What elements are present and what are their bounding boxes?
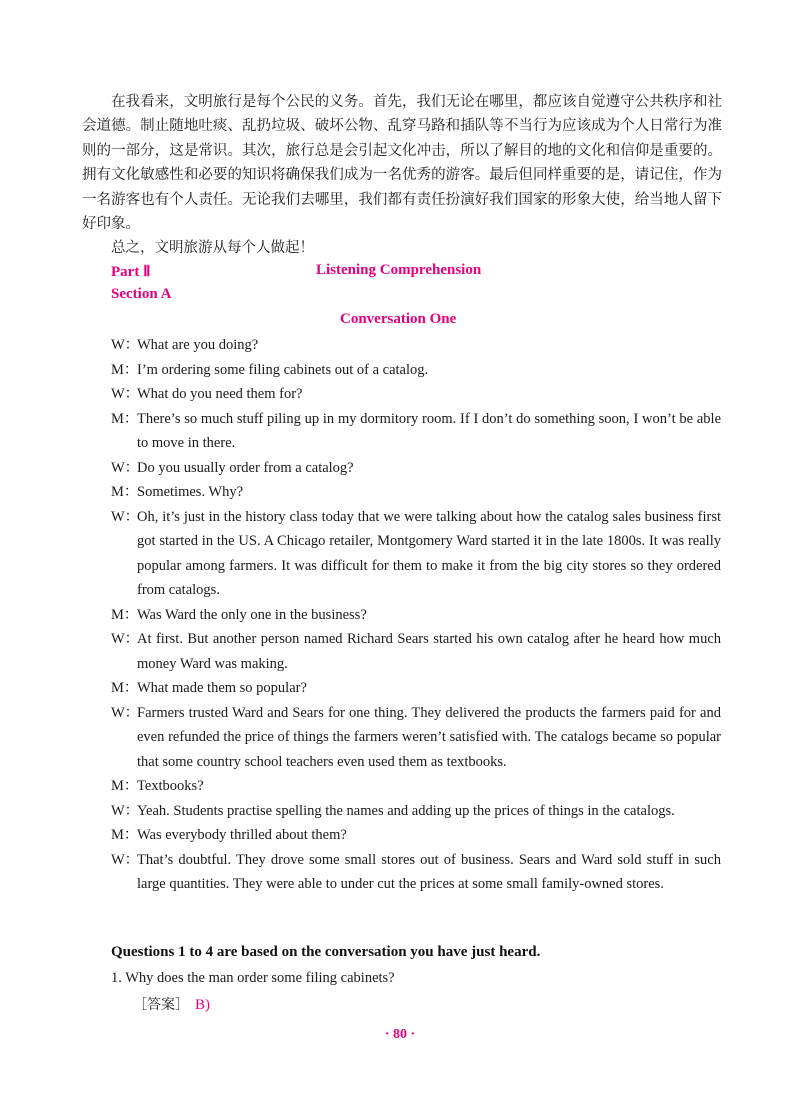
speaker-label: M：: [111, 484, 139, 500]
dialogue-turn: [111, 333, 721, 358]
dialogue-turn: [111, 456, 721, 481]
utterance: What are you doing?: [137, 337, 259, 353]
speaker-label: M：: [111, 410, 139, 427]
dialogue-turn: [111, 603, 721, 628]
speaker-label: M：: [111, 778, 139, 794]
utterance: That’s doubtful. They drove some small stores out of business. Sears and Ward sold stuff in such large quantities. They were able to under cut the prices at some small family-owned stores.: [137, 851, 721, 892]
answer-value: B): [195, 997, 210, 1013]
part-label: Part Ⅱ: [111, 264, 151, 280]
dialogue-turn: [111, 627, 721, 676]
essay-paragraph-2: 总之，文明旅游从每个人做起！: [111, 240, 314, 256]
dialogue-turn: [111, 407, 721, 456]
questions-heading: Questions 1 to 4 are based on the conversation you have just heard.: [111, 944, 541, 960]
dialogue-turn: [111, 505, 721, 603]
speaker-label: W：: [111, 631, 140, 647]
part-title: Listening Comprehension: [316, 262, 482, 278]
answer-label: ［答案］: [133, 997, 189, 1013]
speaker-label: W：: [111, 459, 140, 476]
speaker-label: M：: [111, 827, 139, 843]
utterance: I’m ordering some filing cabinets out of a catalog.: [137, 361, 429, 378]
dialogue-turn: [111, 676, 721, 701]
conversation-title: Conversation One: [340, 311, 457, 327]
essay-paragraph-1: 在我看来，文明旅行是每个公民的义务。首先，我们无论在哪里，都应该自觉遵守公共秩序和社会道德。制止随地吐痰、乱扔垃圾、破坏公物、乱穿马路和插队等不当行为应该成为个人日常行为准则的一部分，这是常识。其次，旅行总是会引起文化冲击，所以了解目的地的文化和信仰是重要的。拥有文化敏感性和必要的知识将确保我们成为一名优秀的游客。最后但同样重要的是，请记住，作为一名游客也有个人责任。无论我们去哪里，我们都有责任扮演好我们国家的形象大使，给当地人留下好印象。: [82, 94, 722, 233]
utterance: Farmers trusted Ward and Sears for one thing. They delivered the products the farmers paid for and even refunded the price of things the farmers weren’t satisfied with. The catalogs became so popular that some country school teachers even used them as textbooks.: [137, 704, 721, 770]
utterance: Was everybody thrilled about them?: [137, 827, 347, 843]
speaker-label: M：: [111, 606, 139, 623]
speaker-label: W：: [111, 704, 140, 721]
utterance: Textbooks?: [137, 778, 204, 794]
dialogue-turn: [111, 823, 721, 848]
section-heading: Section A: [111, 286, 172, 302]
dialogue-turn: [111, 382, 721, 407]
dialogue-turn: [111, 701, 721, 775]
speaker-label: M：: [111, 680, 139, 696]
answer-line: [133, 994, 210, 1014]
utterance: Was Ward the only one in the business?: [137, 606, 367, 623]
dialogue: [111, 333, 721, 897]
dialogue-turn: [111, 799, 721, 824]
speaker-label: W：: [111, 851, 140, 868]
dialogue-turn: [111, 358, 721, 383]
speaker-label: W：: [111, 508, 140, 525]
dialogue-turn: [111, 774, 721, 799]
utterance: Yeah. Students practise spelling the names and adding up the prices of things in the catalogs.: [137, 802, 675, 819]
dialogue-turn: [111, 480, 721, 505]
speaker-label: W：: [111, 386, 140, 402]
utterance: Do you usually order from a catalog?: [137, 459, 354, 476]
speaker-label: M：: [111, 361, 139, 378]
utterance: Oh, it’s just in the history class today that we were talking about how the catalog sales business first got started in the US. A Chicago retailer, Montgomery Ward started it in the late 1800s. It was really popular among farmers. It was difficult for them to make it from the big city stores so they ordered from catalogs.: [137, 508, 721, 598]
speaker-label: W：: [111, 337, 140, 353]
speaker-label: W：: [111, 802, 140, 819]
utterance: Sometimes. Why?: [137, 484, 244, 500]
utterance: There’s so much stuff piling up in my dormitory room. If I don’t do something soon, I won’t be able to move in there.: [137, 410, 721, 451]
page-number: · 80 ·: [384, 1027, 416, 1042]
utterance: What made them so popular?: [137, 680, 307, 696]
question-1: 1. Why does the man order some filing cabinets?: [111, 970, 395, 986]
utterance: At first. But another person named Richard Sears started his own catalog after he heard how much money Ward was making.: [137, 631, 721, 672]
dialogue-turn: [111, 848, 721, 897]
utterance: What do you need them for?: [137, 386, 303, 402]
